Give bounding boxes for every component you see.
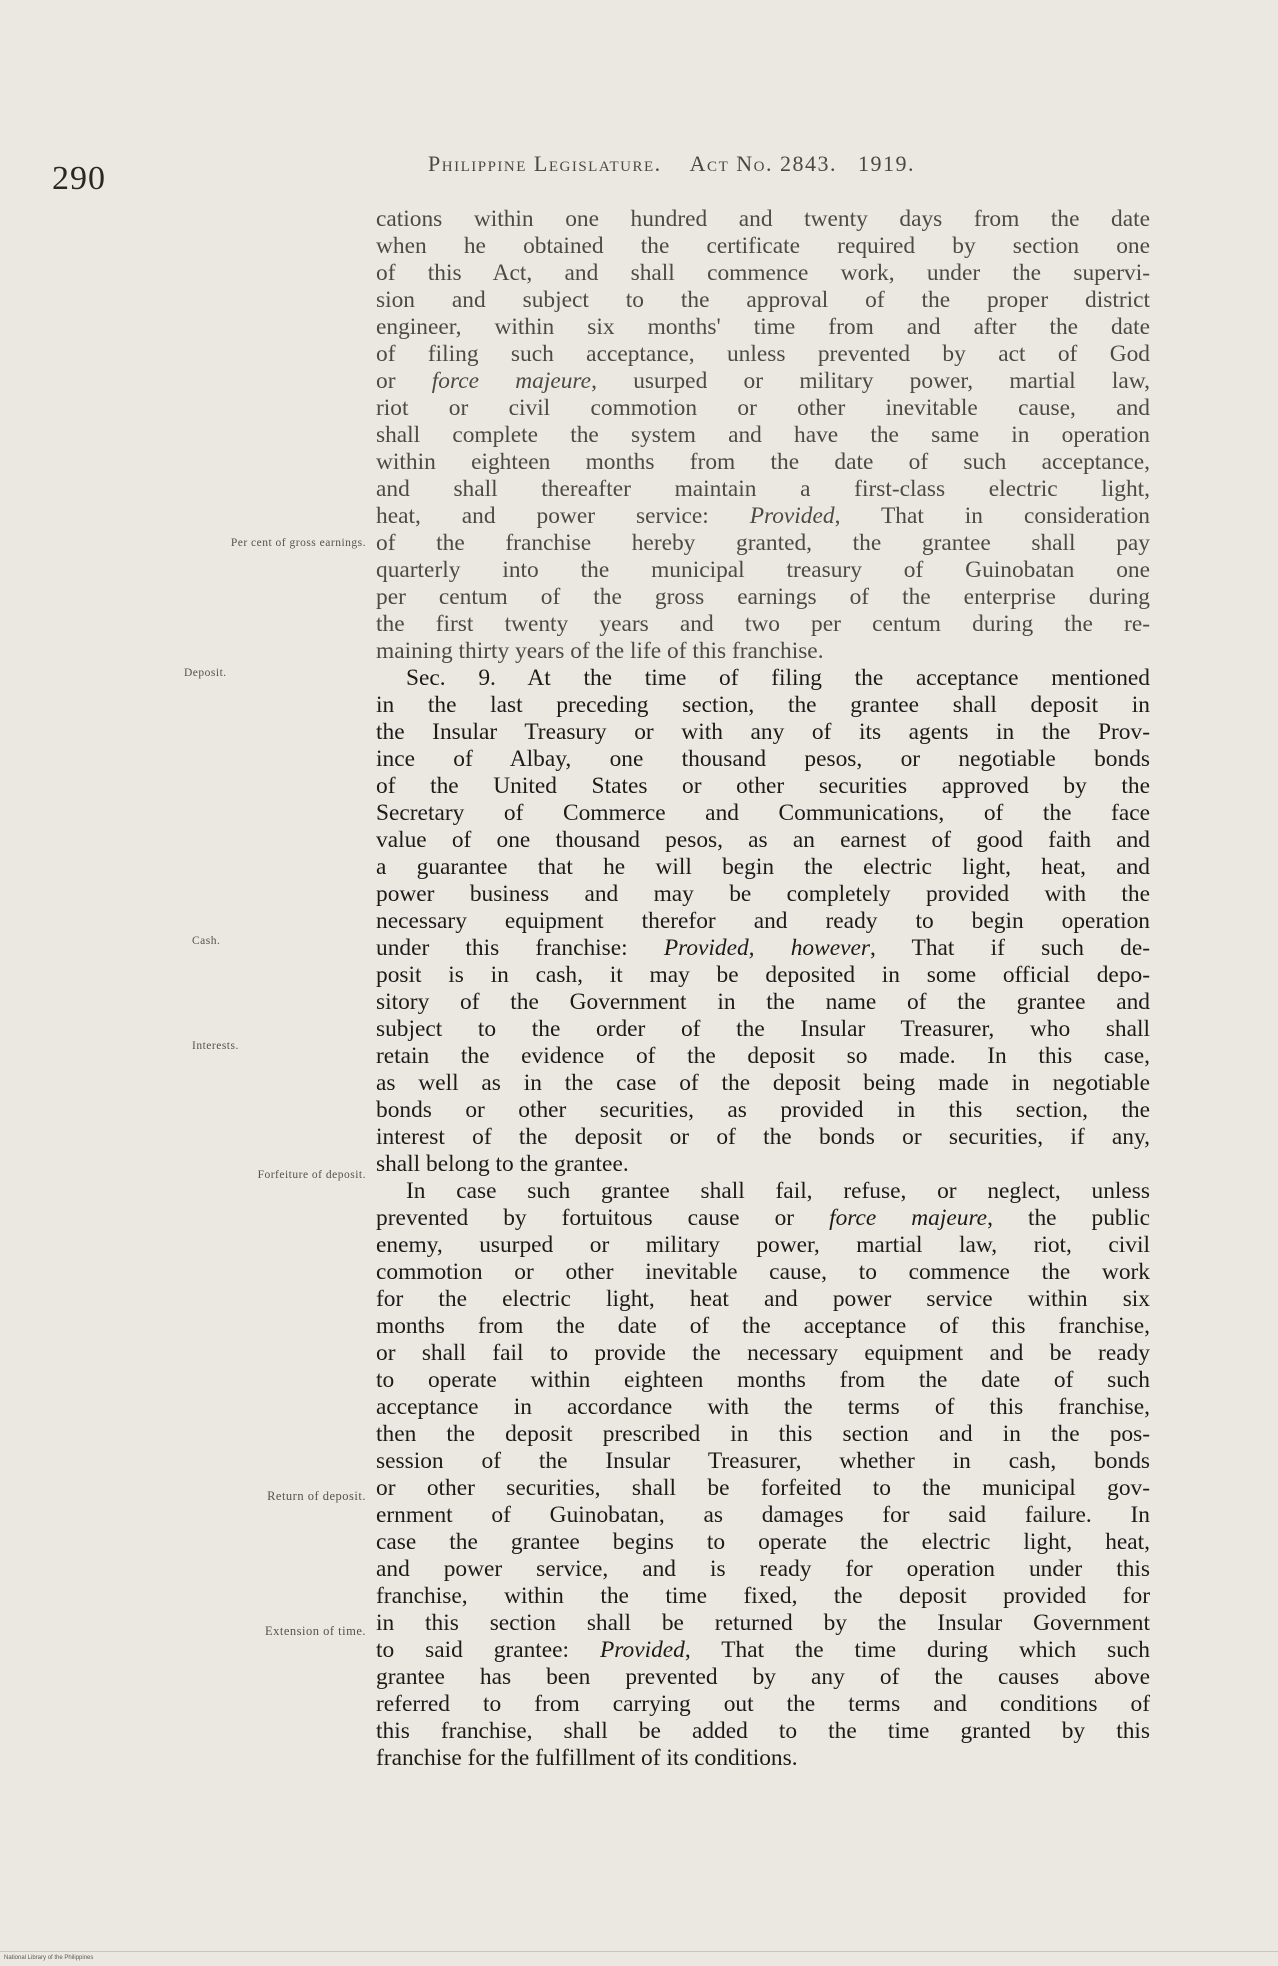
text-line: posit is in cash, it may be deposited in some official depo- [376, 962, 1150, 988]
text-line: when he obtained the certificate required by section one [376, 233, 1150, 259]
text-line: within eighteen months from the date of such acceptance, [376, 449, 1150, 475]
text-line: acceptance in accordance with the terms of this franchise, [376, 1394, 1150, 1420]
text-line-section-heading: Sec. 9. At the time of filing the acceptance mentioned [406, 665, 1150, 691]
text-line: months from the date of the acceptance of this franchise, [376, 1313, 1150, 1339]
text-line: of the United States or other securities approved by the [376, 773, 1150, 799]
margin-note-per-cent: Per cent of gross earnings. [230, 537, 366, 549]
text-line: and shall thereafter maintain a first-class electric light, [376, 476, 1150, 502]
italic-provided: Provided [749, 503, 835, 529]
text-line: of the franchise hereby granted, the grantee shall pay [376, 530, 1150, 556]
text-line: commotion or other inevitable cause, to commence the work [376, 1259, 1150, 1285]
text-line: per centum of the gross earnings of the enterprise during [376, 584, 1150, 610]
margin-note-return: Return of deposit. [267, 1489, 366, 1503]
text-line: franchise, within the time fixed, the deposit provided for [376, 1583, 1150, 1609]
text-line: and power service, and is ready for operation under this [376, 1556, 1150, 1582]
text-line: shall belong to the grantee. [376, 1151, 629, 1177]
text-line: or force majeure, usurped or military power, martial law, [376, 368, 1150, 394]
text-line: of this Act, and shall commence work, under the supervi- [376, 260, 1150, 286]
text-line: retain the evidence of the deposit so made. In this case, [376, 1043, 1150, 1069]
text-line: cations within one hundred and twenty days from the date [376, 206, 1150, 232]
text-line: quarterly into the municipal treasury of Guinobatan one [376, 557, 1150, 583]
margin-note-extension: Extension of time. [265, 1624, 366, 1638]
page-number: 290 [52, 160, 106, 197]
body-text [376, 206, 1150, 1772]
text-line: maining thirty years of the life of this franchise. [376, 638, 824, 664]
text-line: in this section shall be returned by the Insular Government [376, 1610, 1150, 1636]
text-line: to said grantee: Provided, That the time during which such [376, 1637, 1150, 1663]
running-head-act: Act No. 2843. [689, 151, 837, 176]
text-line: In case such grantee shall fail, refuse, or neglect, unless [406, 1178, 1150, 1204]
running-head-year: 1919. [857, 151, 915, 176]
italic-force-majeure: force majeure [829, 1205, 988, 1231]
text-line: to operate within eighteen months from the date of such [376, 1367, 1150, 1393]
italic-force-majeure: force majeure [431, 368, 592, 394]
text-line: session of the Insular Treasurer, whether in cash, bonds [376, 1448, 1150, 1474]
footer-credit: National Library of the Philippines [4, 1955, 94, 1961]
text-line: the first twenty years and two per centum during the re- [376, 611, 1150, 637]
text-line: prevented by fortuitous cause or force majeure, the public [376, 1205, 1150, 1231]
margin-note-cash: Cash. [192, 935, 221, 947]
text-line: sitory of the Government in the name of the grantee and [376, 989, 1150, 1015]
running-head [428, 151, 1148, 177]
text-line: or other securities, shall be forfeited to the municipal gov- [376, 1475, 1150, 1501]
text-line: in the last preceding section, the grantee shall deposit in [376, 692, 1150, 718]
margin-note-interests: Interests. [192, 1040, 239, 1052]
text-line: heat, and power service: Provided, That in consideration [376, 503, 1150, 529]
text-line: for the electric light, heat and power service within six [376, 1286, 1150, 1312]
text-line: sion and subject to the approval of the proper district [376, 287, 1150, 313]
italic-provided: Provided [599, 1637, 685, 1663]
text-line: power business and may be completely provided with the [376, 881, 1150, 907]
text-line: franchise for the fulfillment of its conditions. [376, 1745, 798, 1771]
text-line: case the grantee begins to operate the electric light, heat, [376, 1529, 1150, 1555]
text-line: a guarantee that he will begin the electric light, heat, and [376, 854, 1150, 880]
footer-rule [0, 1951, 1278, 1952]
text-line: Secretary of Commerce and Communications, of the face [376, 800, 1150, 826]
text-line: then the deposit prescribed in this section and in the pos- [376, 1421, 1150, 1447]
text-line: under this franchise: Provided, however, That if such de- [376, 935, 1150, 961]
text-line: necessary equipment therefor and ready to begin operation [376, 908, 1150, 934]
text-line: this franchise, shall be added to the time granted by this [376, 1718, 1150, 1744]
text-line: grantee has been prevented by any of the causes above [376, 1664, 1150, 1690]
text-line: ernment of Guinobatan, as damages for said failure. In [376, 1502, 1150, 1528]
italic-provided-however: Provided, however [663, 935, 870, 961]
text-line: as well as in the case of the deposit being made in negotiable [376, 1070, 1150, 1096]
text-line: bonds or other securities, as provided in this section, the [376, 1097, 1150, 1123]
text-line: interest of the deposit or of the bonds or securities, if any, [376, 1124, 1150, 1150]
text-line: subject to the order of the Insular Treasurer, who shall [376, 1016, 1150, 1042]
running-head-title: Philippine Legislature. [428, 151, 662, 176]
text-line: engineer, within six months' time from and after the date [376, 314, 1150, 340]
text-line: riot or civil commotion or other inevitable cause, and [376, 395, 1150, 421]
text-line: value of one thousand pesos, as an earnest of good faith and [376, 827, 1150, 853]
margin-note-forfeiture: Forfeiture of deposit. [257, 1169, 366, 1181]
text-line: the Insular Treasury or with any of its agents in the Prov- [376, 719, 1150, 745]
text-line: ince of Albay, one thousand pesos, or negotiable bonds [376, 746, 1150, 772]
margin-note-deposit: Deposit. [184, 667, 227, 679]
text-line: enemy, usurped or military power, martial law, riot, civil [376, 1232, 1150, 1258]
text-line: of filing such acceptance, unless prevented by act of God [376, 341, 1150, 367]
text-line: or shall fail to provide the necessary equipment and be ready [376, 1340, 1150, 1366]
text-line: referred to from carrying out the terms and conditions of [376, 1691, 1150, 1717]
text-line: shall complete the system and have the same in operation [376, 422, 1150, 448]
